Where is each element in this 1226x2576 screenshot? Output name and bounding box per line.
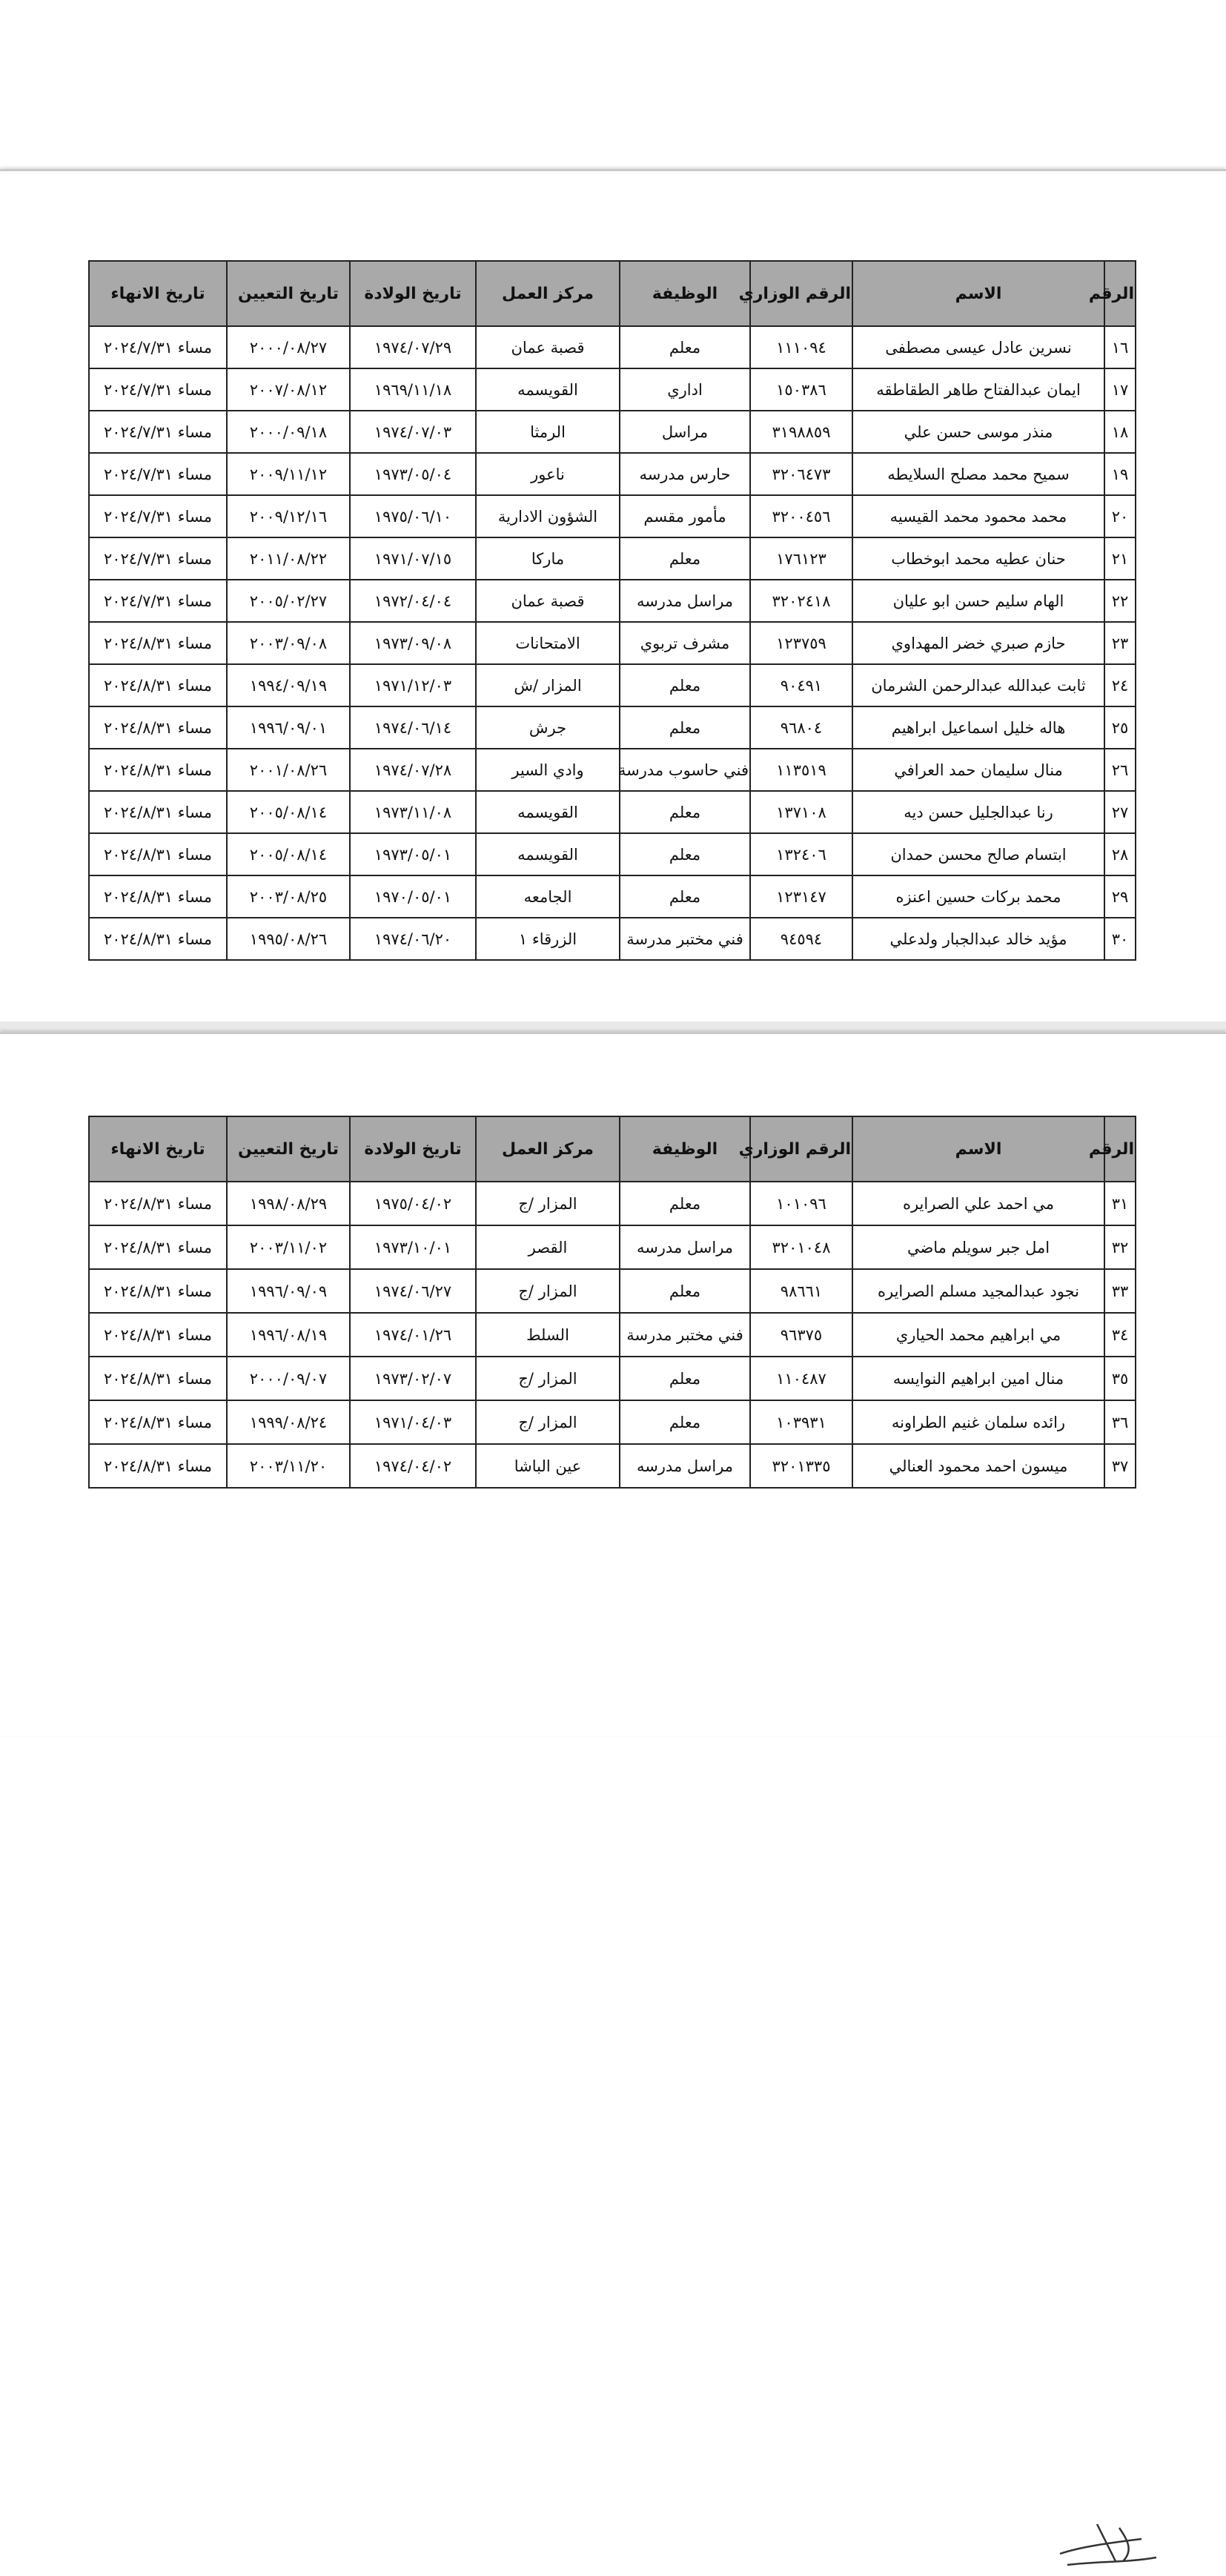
cell-end-date: مساء ٢٠٢٤/٧/٣١: [89, 368, 227, 411]
cell-job: معلم: [620, 1357, 750, 1400]
page-separator: [0, 1022, 1226, 1032]
table-row: [89, 453, 1136, 495]
table-row: [89, 1225, 1136, 1269]
cell-appointment-date: ٢٠٠٩/١٢/١٦: [227, 495, 350, 537]
cell-name: ابتسام صالح محسن حمدان: [852, 833, 1104, 875]
cell-ministry-no: ١٢٣١٤٧: [750, 875, 852, 918]
cell-birth-date: ١٩٧٤/٠٤/٠٢: [350, 1444, 476, 1488]
document-page-bottom: [0, 1032, 1226, 1736]
cell-ministry-no: ١٥٠٣٨٦: [750, 368, 852, 411]
header-end-date: تاريخ الانهاء: [89, 261, 227, 326]
cell-appointment-date: ١٩٩٨/٠٨/٢٩: [227, 1182, 350, 1225]
table-row: [89, 664, 1136, 706]
cell-end-date: مساء ٢٠٢٤/٨/٣١: [89, 664, 227, 706]
cell-ministry-no: ٩٦٨٠٤: [750, 706, 852, 749]
cell-appointment-date: ٢٠٠٥/٠٨/١٤: [227, 833, 350, 875]
cell-job: معلم: [620, 791, 750, 833]
cell-job: معلم: [620, 537, 750, 580]
cell-end-date: مساء ٢٠٢٤/٧/٣١: [89, 495, 227, 537]
cell-no: ٢٧: [1104, 791, 1136, 833]
cell-birth-date: ١٩٧٣/٠٥/٠١: [350, 833, 476, 875]
cell-no: ٢٦: [1104, 749, 1136, 791]
cell-name: مؤيد خالد عبدالجبار ولدعلي: [852, 918, 1104, 960]
signature-mark: [1053, 2509, 1164, 2576]
cell-work-center: جرش: [476, 706, 620, 749]
header-no: الرقم: [1104, 1116, 1136, 1182]
table-row: [89, 1313, 1136, 1357]
table-row: [89, 1182, 1136, 1225]
cell-work-center: القويسمه: [476, 791, 620, 833]
cell-job: معلم: [620, 833, 750, 875]
cell-birth-date: ١٩٧٤/٠٦/٢٧: [350, 1269, 476, 1313]
cell-appointment-date: ٢٠٠١/٠٨/٢٦: [227, 749, 350, 791]
table-body-bottom: [89, 1182, 1136, 1488]
cell-work-center: المزار /ج: [476, 1182, 620, 1225]
header-appointment-date: تاريخ التعيين: [227, 1116, 350, 1182]
cell-job: مراسل: [620, 411, 750, 453]
cell-end-date: مساء ٢٠٢٤/٨/٣١: [89, 1182, 227, 1225]
cell-name: سميح محمد مصلح السلايطه: [852, 453, 1104, 495]
table-header-row: [89, 1116, 1136, 1182]
cell-work-center: ماركا: [476, 537, 620, 580]
table-row: [89, 368, 1136, 411]
cell-appointment-date: ١٩٩٥/٠٨/٢٦: [227, 918, 350, 960]
table-header-row: [89, 261, 1136, 326]
cell-end-date: مساء ٢٠٢٤/٧/٣١: [89, 537, 227, 580]
cell-name: ايمان عبدالفتاح طاهر الطقاطقه: [852, 368, 1104, 411]
cell-end-date: مساء ٢٠٢٤/٧/٣١: [89, 326, 227, 368]
cell-job: مراسل مدرسه: [620, 1444, 750, 1488]
header-no: الرقم: [1104, 261, 1136, 326]
cell-work-center: الرمثا: [476, 411, 620, 453]
cell-work-center: الجامعه: [476, 875, 620, 918]
cell-no: ٢٥: [1104, 706, 1136, 749]
table-row: [89, 580, 1136, 622]
cell-name: ثابت عبدالله عبدالرحمن الشرمان: [852, 664, 1104, 706]
cell-appointment-date: ٢٠٠٥/٠٨/١٤: [227, 791, 350, 833]
cell-appointment-date: ٢٠٠٣/٠٩/٠٨: [227, 622, 350, 664]
cell-appointment-date: ٢٠٠٧/٠٨/١٢: [227, 368, 350, 411]
table-row: [89, 706, 1136, 749]
cell-work-center: عين الباشا: [476, 1444, 620, 1488]
cell-birth-date: ١٩٧٢/٠٤/٠٤: [350, 580, 476, 622]
cell-appointment-date: ٢٠٠٠/٠٩/١٨: [227, 411, 350, 453]
cell-name: مي احمد علي الصرايره: [852, 1182, 1104, 1225]
cell-work-center: المزار /ج: [476, 1357, 620, 1400]
header-appointment-date: تاريخ التعيين: [227, 261, 350, 326]
cell-end-date: مساء ٢٠٢٤/٨/٣١: [89, 1444, 227, 1488]
cell-end-date: مساء ٢٠٢٤/٧/٣١: [89, 411, 227, 453]
cell-name: رائده سلمان غنيم الطراونه: [852, 1400, 1104, 1444]
cell-birth-date: ١٩٧١/٠٧/١٥: [350, 537, 476, 580]
cell-job: معلم: [620, 1400, 750, 1444]
table-row: [89, 918, 1136, 960]
table-row: [89, 1357, 1136, 1400]
cell-name: حنان عطيه محمد ابوخطاب: [852, 537, 1104, 580]
cell-job: مراسل مدرسه: [620, 1225, 750, 1269]
cell-ministry-no: ٣٢٠١٠٤٨: [750, 1225, 852, 1269]
cell-no: ٢٣: [1104, 622, 1136, 664]
cell-no: ٣٥: [1104, 1357, 1136, 1400]
document-page-top: [0, 169, 1226, 1024]
cell-work-center: المزار /ج: [476, 1269, 620, 1313]
cell-no: ٣٣: [1104, 1269, 1136, 1313]
cell-name: نسرين عادل عيسى مصطفى: [852, 326, 1104, 368]
cell-work-center: القصر: [476, 1225, 620, 1269]
cell-birth-date: ١٩٧٣/٠٢/٠٧: [350, 1357, 476, 1400]
cell-work-center: المزار /ج: [476, 1400, 620, 1444]
cell-work-center: القويسمه: [476, 368, 620, 411]
cell-birth-date: ١٩٧٥/٠٤/٠٢: [350, 1182, 476, 1225]
cell-ministry-no: ٩٦٣٧٥: [750, 1313, 852, 1357]
table-row: [89, 1400, 1136, 1444]
cell-work-center: الامتحانات: [476, 622, 620, 664]
cell-end-date: مساء ٢٠٢٤/٨/٣١: [89, 706, 227, 749]
cell-name: منال امين ابراهيم النوايسه: [852, 1357, 1104, 1400]
cell-birth-date: ١٩٧٣/١٠/٠١: [350, 1225, 476, 1269]
cell-end-date: مساء ٢٠٢٤/٧/٣١: [89, 580, 227, 622]
cell-end-date: مساء ٢٠٢٤/٨/٣١: [89, 1357, 227, 1400]
cell-work-center: الزرقاء ١: [476, 918, 620, 960]
cell-ministry-no: ١٣٧١٠٨: [750, 791, 852, 833]
header-job: الوظيفة: [620, 261, 750, 326]
cell-end-date: مساء ٢٠٢٤/٨/٣١: [89, 1400, 227, 1444]
cell-birth-date: ١٩٧٤/٠١/٢٦: [350, 1313, 476, 1357]
cell-birth-date: ١٩٦٩/١١/١٨: [350, 368, 476, 411]
cell-ministry-no: ٣٢٠٢٤١٨: [750, 580, 852, 622]
cell-name: نجود عبدالمجيد مسلم الصرايره: [852, 1269, 1104, 1313]
cell-work-center: ناعور: [476, 453, 620, 495]
cell-job: معلم: [620, 875, 750, 918]
cell-appointment-date: ١٩٩٩/٠٨/٢٤: [227, 1400, 350, 1444]
cell-no: ٣٦: [1104, 1400, 1136, 1444]
cell-work-center: السلط: [476, 1313, 620, 1357]
cell-birth-date: ١٩٧٤/٠٦/٢٠: [350, 918, 476, 960]
cell-name: منال سليمان حمد العرافي: [852, 749, 1104, 791]
table-row: [89, 622, 1136, 664]
cell-appointment-date: ١٩٩٦/٠٩/٠١: [227, 706, 350, 749]
cell-birth-date: ١٩٧٠/٠٥/٠١: [350, 875, 476, 918]
cell-no: ١٦: [1104, 326, 1136, 368]
cell-end-date: مساء ٢٠٢٤/٧/٣١: [89, 453, 227, 495]
table-row: [89, 1444, 1136, 1488]
employees-table-bottom: [88, 1116, 1136, 1489]
header-end-date: تاريخ الانهاء: [89, 1116, 227, 1182]
cell-job: اداري: [620, 368, 750, 411]
cell-name: الهام سليم حسن ابو عليان: [852, 580, 1104, 622]
cell-appointment-date: ١٩٩٦/٠٩/٠٩: [227, 1269, 350, 1313]
header-name: الاسم: [852, 1116, 1104, 1182]
cell-ministry-no: ١١٣٥١٩: [750, 749, 852, 791]
cell-no: ٣١: [1104, 1182, 1136, 1225]
cell-no: ٣٢: [1104, 1225, 1136, 1269]
cell-work-center: قصبة عمان: [476, 580, 620, 622]
cell-birth-date: ١٩٧٤/٠٦/١٤: [350, 706, 476, 749]
cell-end-date: مساء ٢٠٢٤/٨/٣١: [89, 1225, 227, 1269]
cell-ministry-no: ٣٢٠٦٤٧٣: [750, 453, 852, 495]
cell-birth-date: ١٩٧٤/٠٧/٢٩: [350, 326, 476, 368]
header-name: الاسم: [852, 261, 1104, 326]
cell-end-date: مساء ٢٠٢٤/٨/٣١: [89, 1313, 227, 1357]
cell-end-date: مساء ٢٠٢٤/٨/٣١: [89, 918, 227, 960]
cell-no: ٣٠: [1104, 918, 1136, 960]
table-row: [89, 749, 1136, 791]
cell-appointment-date: ٢٠٠٣/١١/٠٢: [227, 1225, 350, 1269]
cell-birth-date: ١٩٧٤/٠٧/٠٣: [350, 411, 476, 453]
cell-no: ٢٩: [1104, 875, 1136, 918]
cell-job: فني مختبر مدرسة: [620, 1313, 750, 1357]
cell-appointment-date: ٢٠٠٣/٠٨/٢٥: [227, 875, 350, 918]
cell-ministry-no: ١٠٣٩٣١: [750, 1400, 852, 1444]
cell-work-center: الشؤون الادارية: [476, 495, 620, 537]
cell-birth-date: ١٩٧٣/٠٩/٠٨: [350, 622, 476, 664]
cell-work-center: وادي السير: [476, 749, 620, 791]
cell-ministry-no: ٣١٩٨٨٥٩: [750, 411, 852, 453]
cell-job: معلم: [620, 1182, 750, 1225]
cell-appointment-date: ٢٠٠٣/١١/٢٠: [227, 1444, 350, 1488]
cell-name: منذر موسى حسن علي: [852, 411, 1104, 453]
cell-appointment-date: ٢٠٠٩/١١/١٢: [227, 453, 350, 495]
cell-end-date: مساء ٢٠٢٤/٨/٣١: [89, 875, 227, 918]
cell-no: ١٧: [1104, 368, 1136, 411]
cell-birth-date: ١٩٧٥/٠٦/١٠: [350, 495, 476, 537]
cell-end-date: مساء ٢٠٢٤/٨/٣١: [89, 833, 227, 875]
cell-ministry-no: ١٣٢٤٠٦: [750, 833, 852, 875]
cell-name: ميسون احمد محمود العنالي: [852, 1444, 1104, 1488]
cell-no: ٢٢: [1104, 580, 1136, 622]
cell-ministry-no: ١١٠٤٨٧: [750, 1357, 852, 1400]
cell-no: ١٩: [1104, 453, 1136, 495]
cell-job: مراسل مدرسه: [620, 580, 750, 622]
cell-job: فني حاسوب مدرسة: [620, 749, 750, 791]
table-row: [89, 791, 1136, 833]
cell-birth-date: ١٩٧١/٠٤/٠٣: [350, 1400, 476, 1444]
header-birth-date: تاريخ الولادة: [350, 1116, 476, 1182]
table-row: [89, 875, 1136, 918]
cell-work-center: القويسمه: [476, 833, 620, 875]
header-work-center: مركز العمل: [476, 1116, 620, 1182]
table-row: [89, 495, 1136, 537]
header-ministry-no: الرقم الوزاري: [750, 261, 852, 326]
table-row: [89, 537, 1136, 580]
cell-birth-date: ١٩٧٤/٠٧/٢٨: [350, 749, 476, 791]
table-row: [89, 411, 1136, 453]
employees-table-top: [88, 260, 1136, 961]
cell-ministry-no: ١٢٣٧٥٩: [750, 622, 852, 664]
cell-end-date: مساء ٢٠٢٤/٨/٣١: [89, 791, 227, 833]
cell-job: معلم: [620, 326, 750, 368]
cell-name: حازم صبري خضر المهداوي: [852, 622, 1104, 664]
cell-no: ١٨: [1104, 411, 1136, 453]
cell-birth-date: ١٩٧٣/١١/٠٨: [350, 791, 476, 833]
cell-appointment-date: ٢٠٠٠/٠٨/٢٧: [227, 326, 350, 368]
cell-appointment-date: ١٩٩٦/٠٨/١٩: [227, 1313, 350, 1357]
cell-ministry-no: ١٠١٠٩٦: [750, 1182, 852, 1225]
cell-ministry-no: ١١١٠٩٤: [750, 326, 852, 368]
cell-ministry-no: ٣٢٠١٣٣٥: [750, 1444, 852, 1488]
cell-appointment-date: ٢٠٠٠/٠٩/٠٧: [227, 1357, 350, 1400]
table-row: [89, 833, 1136, 875]
cell-job: معلم: [620, 1269, 750, 1313]
cell-name: امل جبر سويلم ماضي: [852, 1225, 1104, 1269]
cell-no: ٣٤: [1104, 1313, 1136, 1357]
header-birth-date: تاريخ الولادة: [350, 261, 476, 326]
cell-name: مي ابراهيم محمد الحياري: [852, 1313, 1104, 1357]
cell-job: معلم: [620, 706, 750, 749]
cell-ministry-no: ١٧٦١٢٣: [750, 537, 852, 580]
cell-job: معلم: [620, 664, 750, 706]
cell-job: فني مختبر مدرسة: [620, 918, 750, 960]
cell-job: مشرف تربوي: [620, 622, 750, 664]
cell-name: رنا عبدالجليل حسن ديه: [852, 791, 1104, 833]
cell-appointment-date: ٢٠١١/٠٨/٢٢: [227, 537, 350, 580]
cell-work-center: المزار /ش: [476, 664, 620, 706]
cell-ministry-no: ٩٤٥٩٤: [750, 918, 852, 960]
table-body-top: [89, 326, 1136, 960]
cell-no: ٢٤: [1104, 664, 1136, 706]
cell-ministry-no: ٣٢٠٠٤٥٦: [750, 495, 852, 537]
cell-birth-date: ١٩٧٣/٠٥/٠٤: [350, 453, 476, 495]
cell-work-center: قصبة عمان: [476, 326, 620, 368]
cell-ministry-no: ٩٨٦٦١: [750, 1269, 852, 1313]
cell-end-date: مساء ٢٠٢٤/٨/٣١: [89, 749, 227, 791]
cell-no: ٣٧: [1104, 1444, 1136, 1488]
header-ministry-no: الرقم الوزاري: [750, 1116, 852, 1182]
cell-name: هاله خليل اسماعيل ابراهيم: [852, 706, 1104, 749]
cell-end-date: مساء ٢٠٢٤/٨/٣١: [89, 1269, 227, 1313]
cell-appointment-date: ١٩٩٤/٠٩/١٩: [227, 664, 350, 706]
cell-job: مأمور مقسم: [620, 495, 750, 537]
cell-appointment-date: ٢٠٠٥/٠٢/٢٧: [227, 580, 350, 622]
table-row: [89, 326, 1136, 368]
cell-birth-date: ١٩٧١/١٢/٠٣: [350, 664, 476, 706]
cell-ministry-no: ٩٠٤٩١: [750, 664, 852, 706]
cell-name: محمد محمود محمد القيسيه: [852, 495, 1104, 537]
cell-no: ٢١: [1104, 537, 1136, 580]
header-work-center: مركز العمل: [476, 261, 620, 326]
cell-name: محمد بركات حسين اعنزه: [852, 875, 1104, 918]
header-job: الوظيفة: [620, 1116, 750, 1182]
cell-no: ٢٨: [1104, 833, 1136, 875]
cell-job: حارس مدرسه: [620, 453, 750, 495]
cell-end-date: مساء ٢٠٢٤/٨/٣١: [89, 622, 227, 664]
cell-no: ٢٠: [1104, 495, 1136, 537]
table-row: [89, 1269, 1136, 1313]
